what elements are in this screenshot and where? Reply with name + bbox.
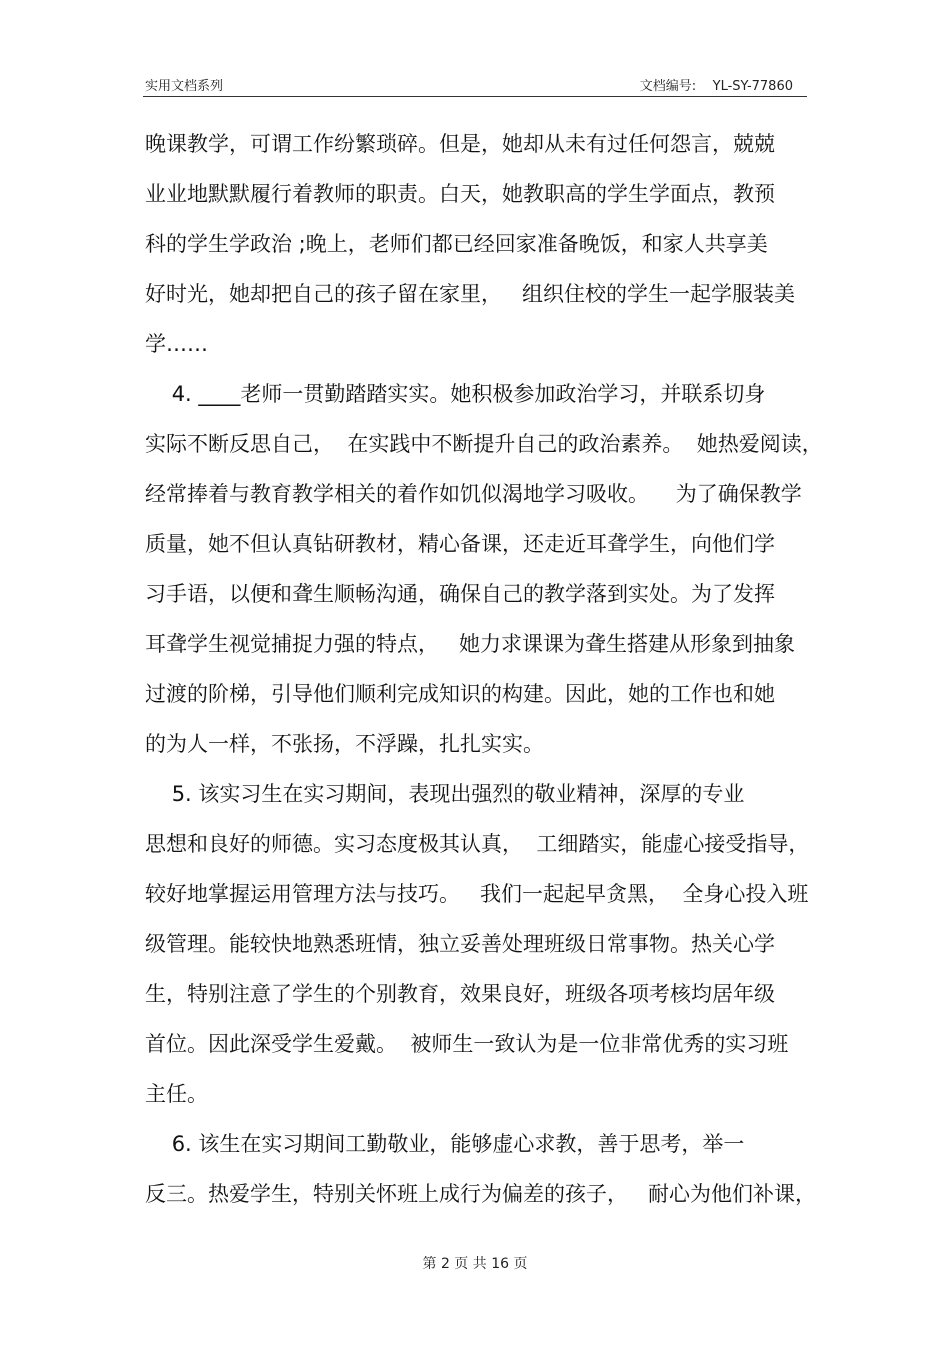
body-line: 的为人一样，不张扬，不浮躁，扎扎实实。 [145, 732, 544, 756]
body-line: 5. 该实习生在实习期间，表现出强烈的敬业精神，深厚的专业 [145, 782, 745, 806]
body-line: 学…… [145, 332, 208, 356]
body-line: 科的学生学政治 ;晚上，老师们都已经回家准备晚饭，和家人共享美 [145, 232, 768, 256]
body-line: 好时光，她却把自己的孩子留在家里， 组织住校的学生一起学服装美 [145, 282, 796, 306]
body-line: 实际不断反思自己， 在实践中不断提升自己的政治素养。 她热爱阅读， [145, 432, 823, 456]
body-line: 经常捧着与教育教学相关的着作如饥似渴地学习吸收。 为了确保教学 [145, 482, 802, 506]
body-line: 主任。 [145, 1082, 208, 1106]
header-doc-number [640, 75, 793, 94]
body-line: 晚课教学，可谓工作纷繁琐碎。但是，她却从未有过任何怨言，兢兢 [145, 132, 775, 156]
header-divider [143, 96, 807, 97]
body-line: 习手语，以便和聋生顺畅沟通，确保自己的教学落到实处。为了发挥 [145, 582, 775, 606]
body-line: 6. 该生在实习期间工勤敬业，能够虚心求教，善于思考，举一 [145, 1132, 745, 1156]
body-line: 较好地掌握运用管理方法与技巧。 我们一起起早贪黑， 全身心投入班 [145, 882, 809, 906]
body-line: 业业地默默履行着教师的职责。白天，她教职高的学生学面点，教预 [145, 182, 775, 206]
body-line: 质量，她不但认真钻研教材，精心备课，还走近耳聋学生，向他们学 [145, 532, 775, 556]
body-line: 级管理。能较快地熟悉班情，独立妥善处理班级日常事物。热关心学 [145, 932, 775, 956]
header-series: 实用文档系列 [145, 79, 224, 94]
body-line: 耳聋学生视觉捕捉力强的特点， 她力求课课为聋生搭建从形象到抽象 [145, 632, 796, 656]
body-line: 4. ____老师一贯勤踏踏实实。她积极参加政治学习，并联系切身 [145, 382, 766, 406]
body-line: 生，特别注意了学生的个别教育，效果良好，班级各项考核均居年级 [145, 982, 775, 1006]
doc-number-value: YL-SY-77860 [712, 79, 793, 94]
body-line: 过渡的阶梯，引导他们顺利完成知识的构建。因此，她的工作也和她 [145, 682, 775, 706]
page-footer: 第 2 页 共 16 页 [422, 1256, 528, 1272]
body-line: 首位。因此深受学生爱戴。 被师生一致认为是一位非常优秀的实习班 [145, 1032, 789, 1056]
doc-number-label: 文档编号: [639, 79, 697, 94]
body-line: 反三。热爱学生，特别关怀班上成行为偏差的孩子， 耐心为他们补课， [145, 1182, 817, 1206]
body-line: 思想和良好的师德。实习态度极其认真， 工细踏实，能虚心接受指导， [145, 832, 810, 856]
